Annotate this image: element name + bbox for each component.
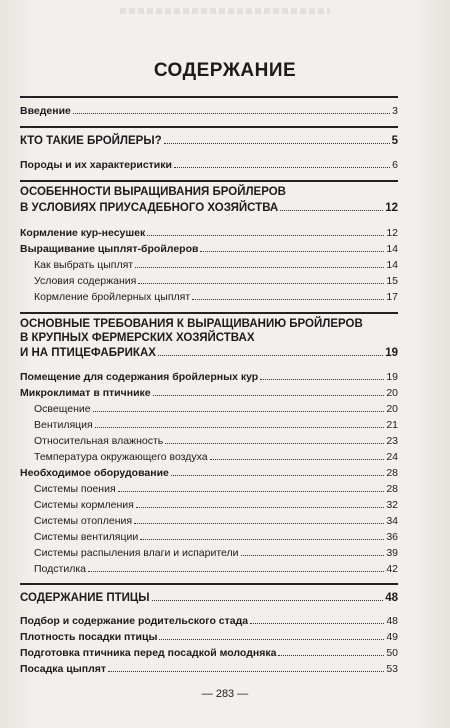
toc-entry-page: 12	[386, 227, 398, 239]
toc-entry-label: Помещение для содержания бройлерных кур	[20, 371, 259, 383]
section-rule	[20, 96, 398, 98]
toc-subentry-page: 42	[386, 563, 398, 575]
toc-entry[interactable]	[20, 645, 398, 659]
toc-subentry-label: Кормление бройлерных цыплят	[34, 291, 191, 303]
dot-leader	[138, 283, 384, 284]
dot-leader	[95, 427, 385, 428]
toc-subentry[interactable]	[20, 273, 398, 287]
dot-leader	[73, 113, 390, 114]
toc-subentry[interactable]	[20, 417, 398, 431]
toc-section-page: 12	[385, 202, 398, 214]
toc-subentry[interactable]	[20, 545, 398, 559]
dot-leader	[280, 210, 383, 211]
toc-entry-label: Необходимое оборудование	[20, 467, 169, 479]
dot-leader	[200, 251, 384, 252]
toc-section[interactable]	[20, 345, 398, 359]
toc-entry[interactable]	[20, 157, 398, 171]
toc-entry[interactable]	[20, 661, 398, 675]
toc-subentry-page: 24	[386, 451, 398, 463]
dot-leader	[108, 671, 384, 672]
toc-section-label: И НА ПТИЦЕФАБРИКАХ	[20, 347, 156, 359]
toc-subentry-label: Вентиляция	[34, 419, 93, 431]
dot-leader	[135, 267, 384, 268]
toc-entry[interactable]	[20, 385, 398, 399]
dot-leader	[153, 395, 385, 396]
toc-subentry-label: Относительная влажность	[34, 435, 164, 447]
toc-section-label: КТО ТАКИЕ БРОЙЛЕРЫ?	[20, 135, 162, 147]
toc-subentry-label: Условия содержания	[34, 275, 137, 287]
dot-leader	[159, 639, 384, 640]
toc-entry[interactable]	[20, 103, 398, 117]
toc-entry[interactable]	[20, 465, 398, 479]
toc-entry-label: Подбор и содержание родительского стада	[20, 615, 249, 627]
toc-subentry-label: Системы поения	[34, 483, 116, 495]
toc-entry-page: 6	[392, 159, 398, 171]
toc-entry-page: 49	[386, 631, 398, 643]
toc-subentry[interactable]	[20, 497, 398, 511]
toc-section[interactable]	[20, 200, 398, 214]
dot-leader	[174, 167, 390, 168]
toc-entry[interactable]	[20, 629, 398, 643]
dot-leader	[158, 355, 383, 356]
toc-subentry[interactable]	[20, 433, 398, 447]
dot-leader	[210, 459, 385, 460]
toc-entry[interactable]	[20, 241, 398, 255]
toc-subentry-label: Системы отопления	[34, 515, 133, 527]
toc-subentry[interactable]	[20, 561, 398, 575]
toc-entry-label: Микроклимат в птичнике	[20, 387, 151, 399]
toc-subentry[interactable]	[20, 481, 398, 495]
toc-subentry[interactable]	[20, 257, 398, 271]
dot-leader	[192, 299, 384, 300]
toc-entry-label: Выращивание цыплят-бройлеров	[20, 243, 199, 255]
dot-leader	[118, 491, 385, 492]
toc-entry-label: Посадка цыплят	[20, 663, 107, 675]
dot-leader	[88, 571, 384, 572]
dot-leader	[250, 623, 384, 624]
dot-leader	[152, 600, 384, 601]
section-rule	[20, 180, 398, 182]
toc-entry-page: 20	[386, 387, 398, 399]
bleed-through-text	[120, 8, 330, 14]
toc-subentry-label: Температура окружающего воздуха	[34, 451, 208, 463]
toc-section[interactable]	[20, 133, 398, 147]
toc-subentry[interactable]	[20, 449, 398, 463]
toc-entry-page: 14	[386, 243, 398, 255]
toc-subentry-page: 23	[386, 435, 398, 447]
toc-entry-label: Введение	[20, 105, 71, 117]
toc-section-line: В КРУПНЫХ ФЕРМЕРСКИХ ХОЗЯЙСТВАХ	[20, 332, 255, 344]
toc-entry-page: 3	[392, 105, 398, 117]
toc-subentry-page: 17	[386, 291, 398, 303]
toc-entry[interactable]	[20, 613, 398, 627]
dot-leader	[93, 411, 385, 412]
dot-leader	[147, 235, 384, 236]
toc-section-page: 48	[385, 592, 398, 604]
toc-entry[interactable]	[20, 369, 398, 383]
toc-subentry[interactable]	[20, 529, 398, 543]
section-rule	[20, 126, 398, 128]
toc-subentry[interactable]	[20, 401, 398, 415]
toc-subentry-label: Подстилка	[34, 563, 86, 575]
toc-section-line: ОСНОВНЫЕ ТРЕБОВАНИЯ К ВЫРАЩИВАНИЮ БРОЙЛЕРОВ	[20, 318, 363, 330]
toc-entry-page: 28	[386, 467, 398, 479]
toc-subentry[interactable]	[20, 289, 398, 303]
dot-leader	[134, 523, 384, 524]
section-rule	[20, 583, 398, 585]
toc-entry-page: 50	[386, 647, 398, 659]
toc-section-page: 19	[385, 347, 398, 359]
dot-leader	[278, 655, 384, 656]
toc-subentry-page: 21	[386, 419, 398, 431]
toc-subentry-page: 15	[386, 275, 398, 287]
toc-subentry-label: Как выбрать цыплят	[34, 259, 134, 271]
toc-section[interactable]	[20, 590, 398, 604]
toc-section-line: ОСОБЕННОСТИ ВЫРАЩИВАНИЯ БРОЙЛЕРОВ	[20, 186, 286, 198]
toc-section-label: В УСЛОВИЯХ ПРИУСАДЕБНОГО ХОЗЯЙСТВА	[20, 202, 279, 214]
toc-subentry-page: 36	[386, 531, 398, 543]
toc-subentry-label: Системы распыления влаги и испарители	[34, 547, 239, 559]
page-title: СОДЕРЖАНИЕ	[153, 60, 297, 81]
dot-leader	[241, 555, 385, 556]
toc-entry-page: 48	[386, 615, 398, 627]
toc-subentry-page: 28	[386, 483, 398, 495]
toc-subentry[interactable]	[20, 513, 398, 527]
dot-leader	[140, 539, 384, 540]
toc-entry-label: Плотность посадки птицы	[20, 631, 158, 643]
dot-leader	[260, 379, 384, 380]
toc-entry-label: Породы и их характеристики	[20, 159, 172, 171]
toc-entry-label: Подготовка птичника перед посадкой молодняка	[20, 647, 277, 659]
dot-leader	[165, 443, 384, 444]
dot-leader	[164, 143, 390, 144]
toc-section-label: СОДЕРЖАНИЕ ПТИЦЫ	[20, 592, 150, 604]
dot-leader	[136, 507, 384, 508]
toc-subentry-page: 14	[386, 259, 398, 271]
toc-entry-label: Кормление кур-несушек	[20, 227, 146, 239]
toc-subentry-page: 20	[386, 403, 398, 415]
toc-subentry-page: 34	[386, 515, 398, 527]
toc-subentry-page: 32	[386, 499, 398, 511]
toc-entry[interactable]	[20, 225, 398, 239]
page-number: — 283 —	[201, 688, 249, 700]
toc-entry-page: 19	[386, 371, 398, 383]
toc-subentry-label: Освещение	[34, 403, 91, 415]
toc-subentry-page: 39	[386, 547, 398, 559]
section-rule	[20, 312, 398, 314]
toc-subentry-label: Системы кормления	[34, 499, 134, 511]
toc-section-page: 5	[391, 135, 398, 147]
dot-leader	[171, 475, 384, 476]
toc-subentry-label: Системы вентиляции	[34, 531, 139, 543]
toc-entry-page: 53	[386, 663, 398, 675]
